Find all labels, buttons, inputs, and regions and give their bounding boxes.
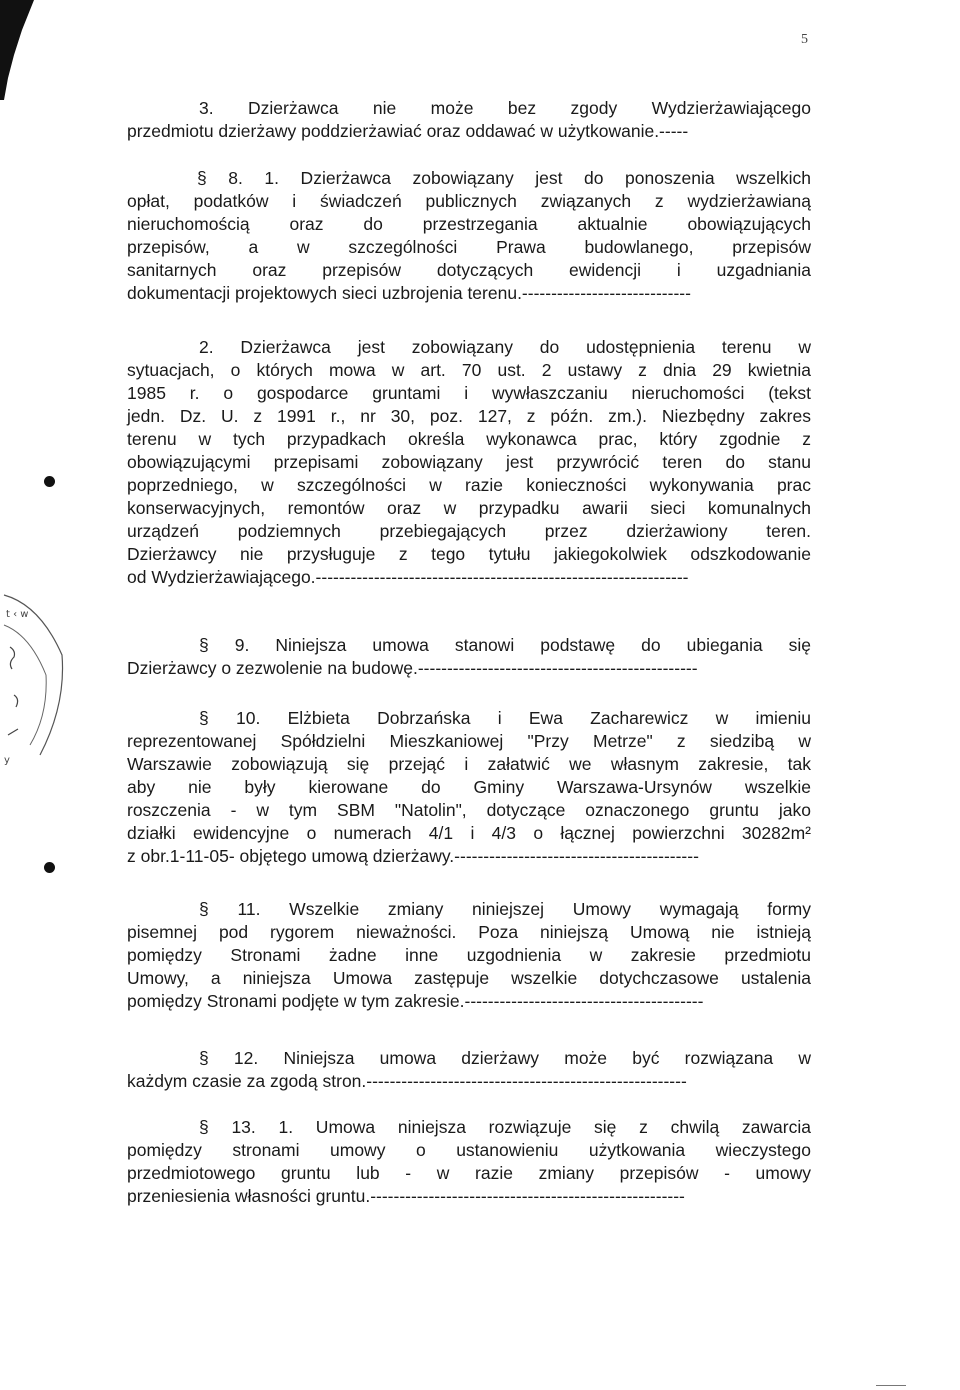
clause-line: sanitarnych oraz przepisów dotyczących ewidencji i uzgadniania: [127, 260, 811, 280]
clause-line: aby nie były kierowane do Gminy Warszawa-Ursynów wszelkie: [127, 777, 811, 797]
clause-line: każdym czasie za zgodą stron.-------------------------------------------------------: [127, 1071, 687, 1091]
clause-line: terenu w tych przypadkach określa wykonawca prac, który zgodnie z: [127, 429, 811, 449]
clause-line: konserwacyjnych, remontów oraz w przypadku awarii sieci komunalnych: [127, 498, 811, 518]
clause-line: 2. Dzierżawca jest zobowiązany do udostępnienia terenu w: [199, 337, 811, 357]
clause-line: jedn. Dz. U. z 1991 r., nr 30, poz. 127, z późn. zm.). Niezbędny zakres: [127, 406, 811, 426]
clause-line: pomiędzy stronami umowy o ustanowieniu użytkowania wieczystego: [127, 1140, 811, 1160]
clause-line: 3. Dzierżawca nie może bez zgody Wydzierżawiającego: [199, 98, 811, 118]
svg-text:t ‹ w: t ‹ w: [6, 609, 29, 620]
clause-line: nieruchomością oraz do przestrzegania aktualnie obowiązujących: [127, 214, 811, 234]
clause-line: dokumentacji projektowych sieci uzbrojenia terenu.-----------------------------: [127, 283, 691, 303]
clause-line: reprezentowanej Spółdzielni Mieszkaniowej "Przy Metrze" z siedzibą w: [127, 731, 811, 751]
clause-line: § 9. Niniejsza umowa stanowi podstawę do ubiegania się: [199, 635, 811, 655]
clause-line: Dzierżawcy o zezwolenie na budowę.------------------------------------------------: [127, 658, 698, 678]
clause-line: obowiązującymi przepisami zobowiązany jest przywrócić teren do stanu: [127, 452, 811, 472]
clause-line: pomiędzy Stronami żadne inne uzgodnienia w zakresie przedmiotu: [127, 945, 811, 965]
page-number: 5: [801, 32, 808, 47]
clause-line: przepisów, a w szczególności Prawa budowlanego, przepisów: [127, 237, 811, 257]
clause-line: Warszawie zobowiązują się przejąć i załatwić we własnym zakresie, tak: [127, 754, 811, 774]
section-10: [127, 707, 811, 868]
clause-line: § 10. Elżbieta Dobrzańska i Ewa Zacharewicz w imieniu: [199, 708, 811, 728]
section-8-2: [127, 336, 811, 589]
clause-line: pisemnej pod rygorem nieważności. Poza niniejszą Umową nie istnieją: [127, 922, 811, 942]
clause-line: roszczenia - w tym SBM "Natolin", dotyczące oznaczonego gruntu jako: [127, 800, 811, 820]
clause-line: działki ewidencyjne o numerach 4/1 i 4/3 o łącznej powierzchni 30282m²: [127, 823, 811, 843]
clause-line: § 13. 1. Umowa niniejsza rozwiązuje się z chwilą zawarcia: [199, 1117, 811, 1137]
section-11: [127, 898, 811, 1013]
clause-line: § 8. 1. Dzierżawca zobowiązany jest do ponoszenia wszelkich: [197, 168, 811, 188]
clause-line: 1985 r. o gospodarce gruntami i wywłaszczaniu nieruchomości (tekst: [127, 383, 811, 403]
clause-line: przedmiotu dzierżawy poddzierżawiać oraz oddawać w użytkowanie.-----: [127, 121, 689, 141]
scan-artifact: [876, 1385, 906, 1386]
clause-line: z obr.1-11-05- objętego umową dzierżawy.------------------------------------------: [127, 846, 699, 866]
section-9: [127, 634, 811, 680]
section-12: [127, 1047, 811, 1093]
clause-line: § 12. Niniejsza umowa dzierżawy może być rozwiązana w: [199, 1048, 811, 1068]
clause-line: pomiędzy Stronami podjęte w tym zakresie.-----------------------------------------: [127, 991, 704, 1011]
svg-text:y: y: [4, 755, 10, 766]
clause-3: [127, 97, 811, 143]
section-13: [127, 1116, 811, 1208]
clause-line: urządzeń podziemnych przebiegających przez dzierżawiony teren.: [127, 521, 811, 541]
binder-hole: [44, 476, 55, 487]
clause-line: § 11. Wszelkie zmiany niniejszej Umowy wymagają formy: [199, 899, 811, 919]
clause-line: Dzierżawcy nie przysługuje z tego tytułu jakiegokolwiek odszkodowanie: [127, 544, 811, 564]
clause-line: przedmiotowego gruntu lub - w razie zmiany przepisów - umowy: [127, 1163, 811, 1183]
seal-stamp-fragment: [0, 585, 70, 785]
clause-line: Umowy, a niniejsza Umowa zastępuje wszelkie dotychczasowe ustalenia: [127, 968, 811, 988]
scan-corner-mark: [0, 0, 36, 100]
clause-line: sytuacjach, o których mowa w art. 70 ust. 2 ustawy z dnia 29 kwietnia: [127, 360, 811, 380]
binder-hole: [44, 862, 55, 873]
clause-line: opłat, podatków i świadczeń publicznych związanych z wydzierżawianą: [127, 191, 811, 211]
section-8-1: [127, 167, 811, 305]
clause-line: poprzedniego, w szczególności w razie konieczności wykonywania prac: [127, 475, 811, 495]
clause-line: przeniesienia własności gruntu.------------------------------------------------------: [127, 1186, 685, 1206]
clause-line: od Wydzierżawiającego.----------------------------------------------------------------: [127, 567, 689, 587]
